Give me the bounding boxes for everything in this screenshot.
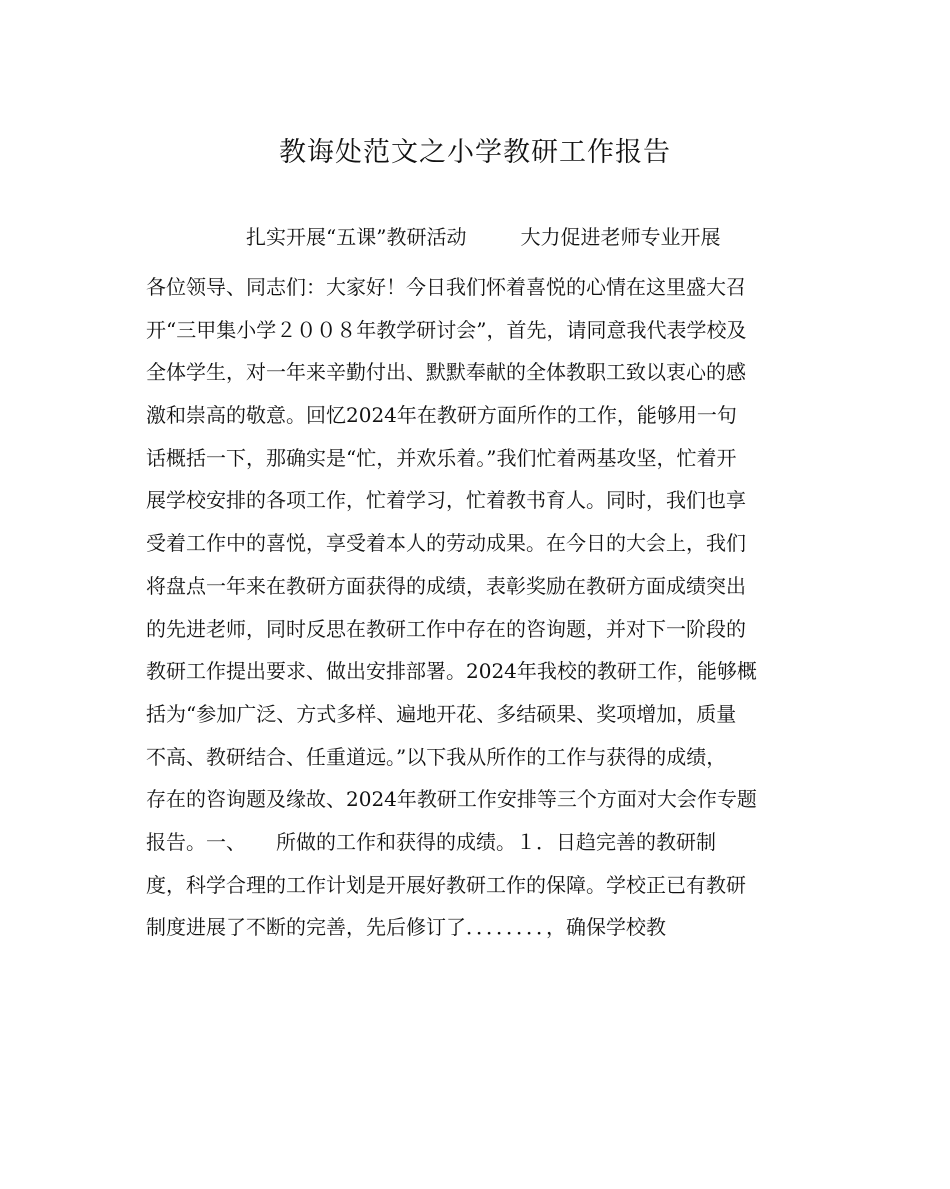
body-line: 不高、教研结合、任重道远。”以下我从所作的工作与获得的成绩， [146,744,727,769]
body-line: 度，科学合理的工作计划是开展好教研工作的保障。学校正已有教研 [146,872,746,897]
body-line: 将盘点一年来在教研方面获得的成绩，表彰奖励在教研方面成绩突出 [146,573,746,598]
body-line: 各位领导、同志们：大家好！今日我们怀着喜悦的心情在这里盛大召 [146,275,746,299]
body-line: 话概括一下，那确实是“忙，并欢乐着。”我们忙着两基攻坚，忙着开 [146,445,737,470]
body-line: 报告。一、 所做的工作和获得的成绩。１．日趋完善的教研制 [146,829,716,854]
document-subtitle [246,222,720,252]
subtitle-right: 大力促进老师专业开展 [520,225,721,249]
body-line: 开“三甲集小学２００８年教学研讨会”，首先，请同意我代表学校及 [146,317,747,342]
subtitle-left: 扎实开展“五课”教研活动 [246,225,467,249]
body-line: 激和崇高的敬意。回忆2024年在教研方面所作的工作，能够用一句 [146,403,737,428]
body-line: 教研工作提出要求、做出安排部署。2024年我校的教研工作，能够概 [146,659,757,684]
body-line: 括为“参加广泛、方式多样、遍地开花、多结硕果、奖项增加，质量 [146,701,737,726]
body-line: 制度进展了不断的完善，先后修订了．．．．．．．．，确保学校教 [146,915,666,940]
body-line: 受着工作中的喜悦，享受着本人的劳动成果。在今日的大会上，我们 [146,531,746,556]
document-body [146,272,826,955]
body-line: 展学校安排的各项工作，忙着学习，忙着教书育人。同时，我们也享 [146,488,746,513]
document-title: 教诲处范文之小学教研工作报告 [279,137,671,168]
body-line: 的先进老师，同时反思在教研工作中存在的咨询题，并对下一阶段的 [146,616,746,641]
body-line: 全体学生，对一年来辛勤付出、默默奉献的全体教职工致以衷心的感 [146,360,746,385]
body-line: 存在的咨询题及缘故、2024年教研工作安排等三个方面对大会作专题 [146,787,757,812]
